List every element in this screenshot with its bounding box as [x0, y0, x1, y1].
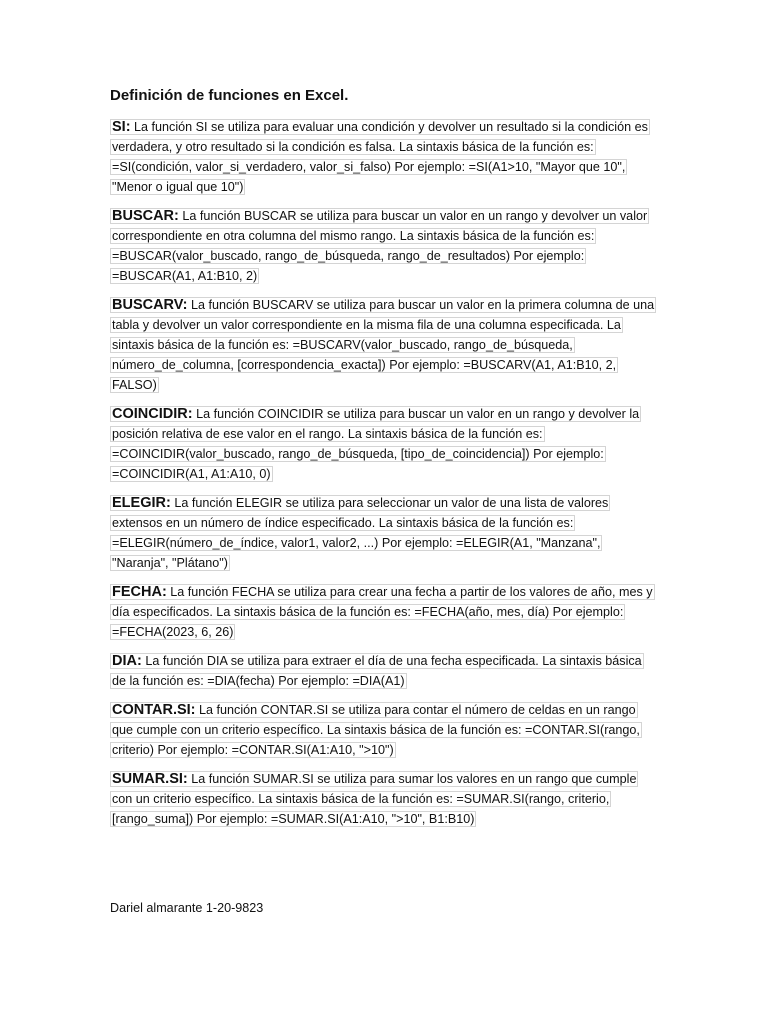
entry-text-box	[110, 702, 642, 758]
entry-term: ELEGIR:	[112, 495, 171, 511]
entry-term: CONTAR.SI:	[112, 702, 196, 718]
entry-text-box	[110, 584, 655, 640]
entry-text-box	[110, 208, 649, 284]
entry-term: SUMAR.SI:	[112, 771, 188, 787]
entry-coincidir	[110, 404, 658, 484]
entry-description: La función FECHA se utiliza para crear una fecha a partir de los valores de año, mes y día especificados. La sintaxis básica de la función es: =FECHA(año, mes, día) Por ejemplo: =FECHA(2023, 6, 26)	[112, 585, 653, 639]
entry-text-box	[110, 297, 656, 393]
entry-term: BUSCAR:	[112, 208, 179, 224]
entry-fecha	[110, 582, 658, 642]
document-title: Definición de funciones en Excel.	[110, 87, 349, 104]
entry-description: La función BUSCAR se utiliza para buscar un valor en un rango y devolver un valor correspondiente en otra columna del mismo rango. La sintaxis básica de la función es: =BUSCAR(valor_buscado, rango_de_búsqueda, rango_de_resultados) Por ejemplo: =BUSCAR(A1, A1:B10, 2)	[112, 209, 648, 283]
entry-description: La función ELEGIR se utiliza para seleccionar un valor de una lista de valores extensos en un número de índice especificado. La sintaxis básica de la función es: =ELEGIR(número_de_índice, valor1, valor2, ...) Por ejemplo: =ELEGIR(A1, "Manzana", "Naranja", "Plátano")	[112, 496, 609, 570]
author-signature: Dariel almarante 1-20-9823	[110, 901, 264, 915]
entry-text-box	[110, 119, 650, 195]
entry-dia	[110, 651, 658, 691]
entry-term: FECHA:	[112, 584, 167, 600]
entry-buscar	[110, 206, 658, 286]
entry-term: DIA:	[112, 653, 142, 669]
entry-term: COINCIDIR:	[112, 406, 193, 422]
document-body	[110, 86, 658, 838]
entry-text-box	[110, 771, 638, 827]
entry-term: SI:	[112, 119, 131, 135]
entry-description: La función BUSCARV se utiliza para buscar un valor en la primera columna de una tabla y devolver un valor correspondiente en la misma fila de una columna especificada. La sintaxis básica de la función es: =BUSCARV(valor_buscado, rango_de_búsqueda, número_de_columna, [correspondencia_exacta]) Por ejemplo: =BUSCARV(A1, A1:B10, 2, FALSO)	[112, 298, 655, 392]
entry-contar-si	[110, 700, 658, 760]
entry-description: La función SUMAR.SI se utiliza para sumar los valores en un rango que cumple con un criterio específico. La sintaxis básica de la función es: =SUMAR.SI(rango, criterio, [rango_suma]) Por ejemplo: =SUMAR.SI(A1:A10, ">10", B1:B10)	[112, 772, 637, 826]
entry-text-box	[110, 495, 610, 571]
entry-si	[110, 117, 658, 197]
entry-text-box	[110, 406, 641, 482]
entry-elegir	[110, 493, 658, 573]
entry-description: La función COINCIDIR se utiliza para buscar un valor en un rango y devolver la posición relativa de ese valor en el rango. La sintaxis básica de la función es: =COINCIDIR(valor_buscado, rango_de_búsqueda, [tipo_de_coincidencia]) Por ejemplo: =COINCIDIR(A1, A1:A10, 0)	[112, 407, 640, 481]
entry-description: La función DIA se utiliza para extraer el día de una fecha especificada. La sintaxis básica de la función es: =DIA(fecha) Por ejemplo: =DIA(A1)	[112, 654, 642, 688]
entry-description: La función SI se utiliza para evaluar una condición y devolver un resultado si la condición es verdadera, y otro resultado si la condición es falsa. La sintaxis básica de la función es: =SI(condición, valor_si_verdadero, valor_si_falso) Por ejemplo: =SI(A1>10, "Mayor que 10", "Menor o igual que 10")	[112, 120, 648, 194]
entry-buscarv	[110, 295, 658, 395]
entry-description: La función CONTAR.SI se utiliza para contar el número de celdas en un rango que cumple con un criterio específico. La sintaxis básica de la función es: =CONTAR.SI(rango, criterio) Por ejemplo: =CONTAR.SI(A1:A10, ">10")	[112, 703, 640, 757]
entry-term: BUSCARV:	[112, 297, 188, 313]
entry-text-box	[110, 653, 644, 689]
entry-sumar-si	[110, 769, 658, 829]
